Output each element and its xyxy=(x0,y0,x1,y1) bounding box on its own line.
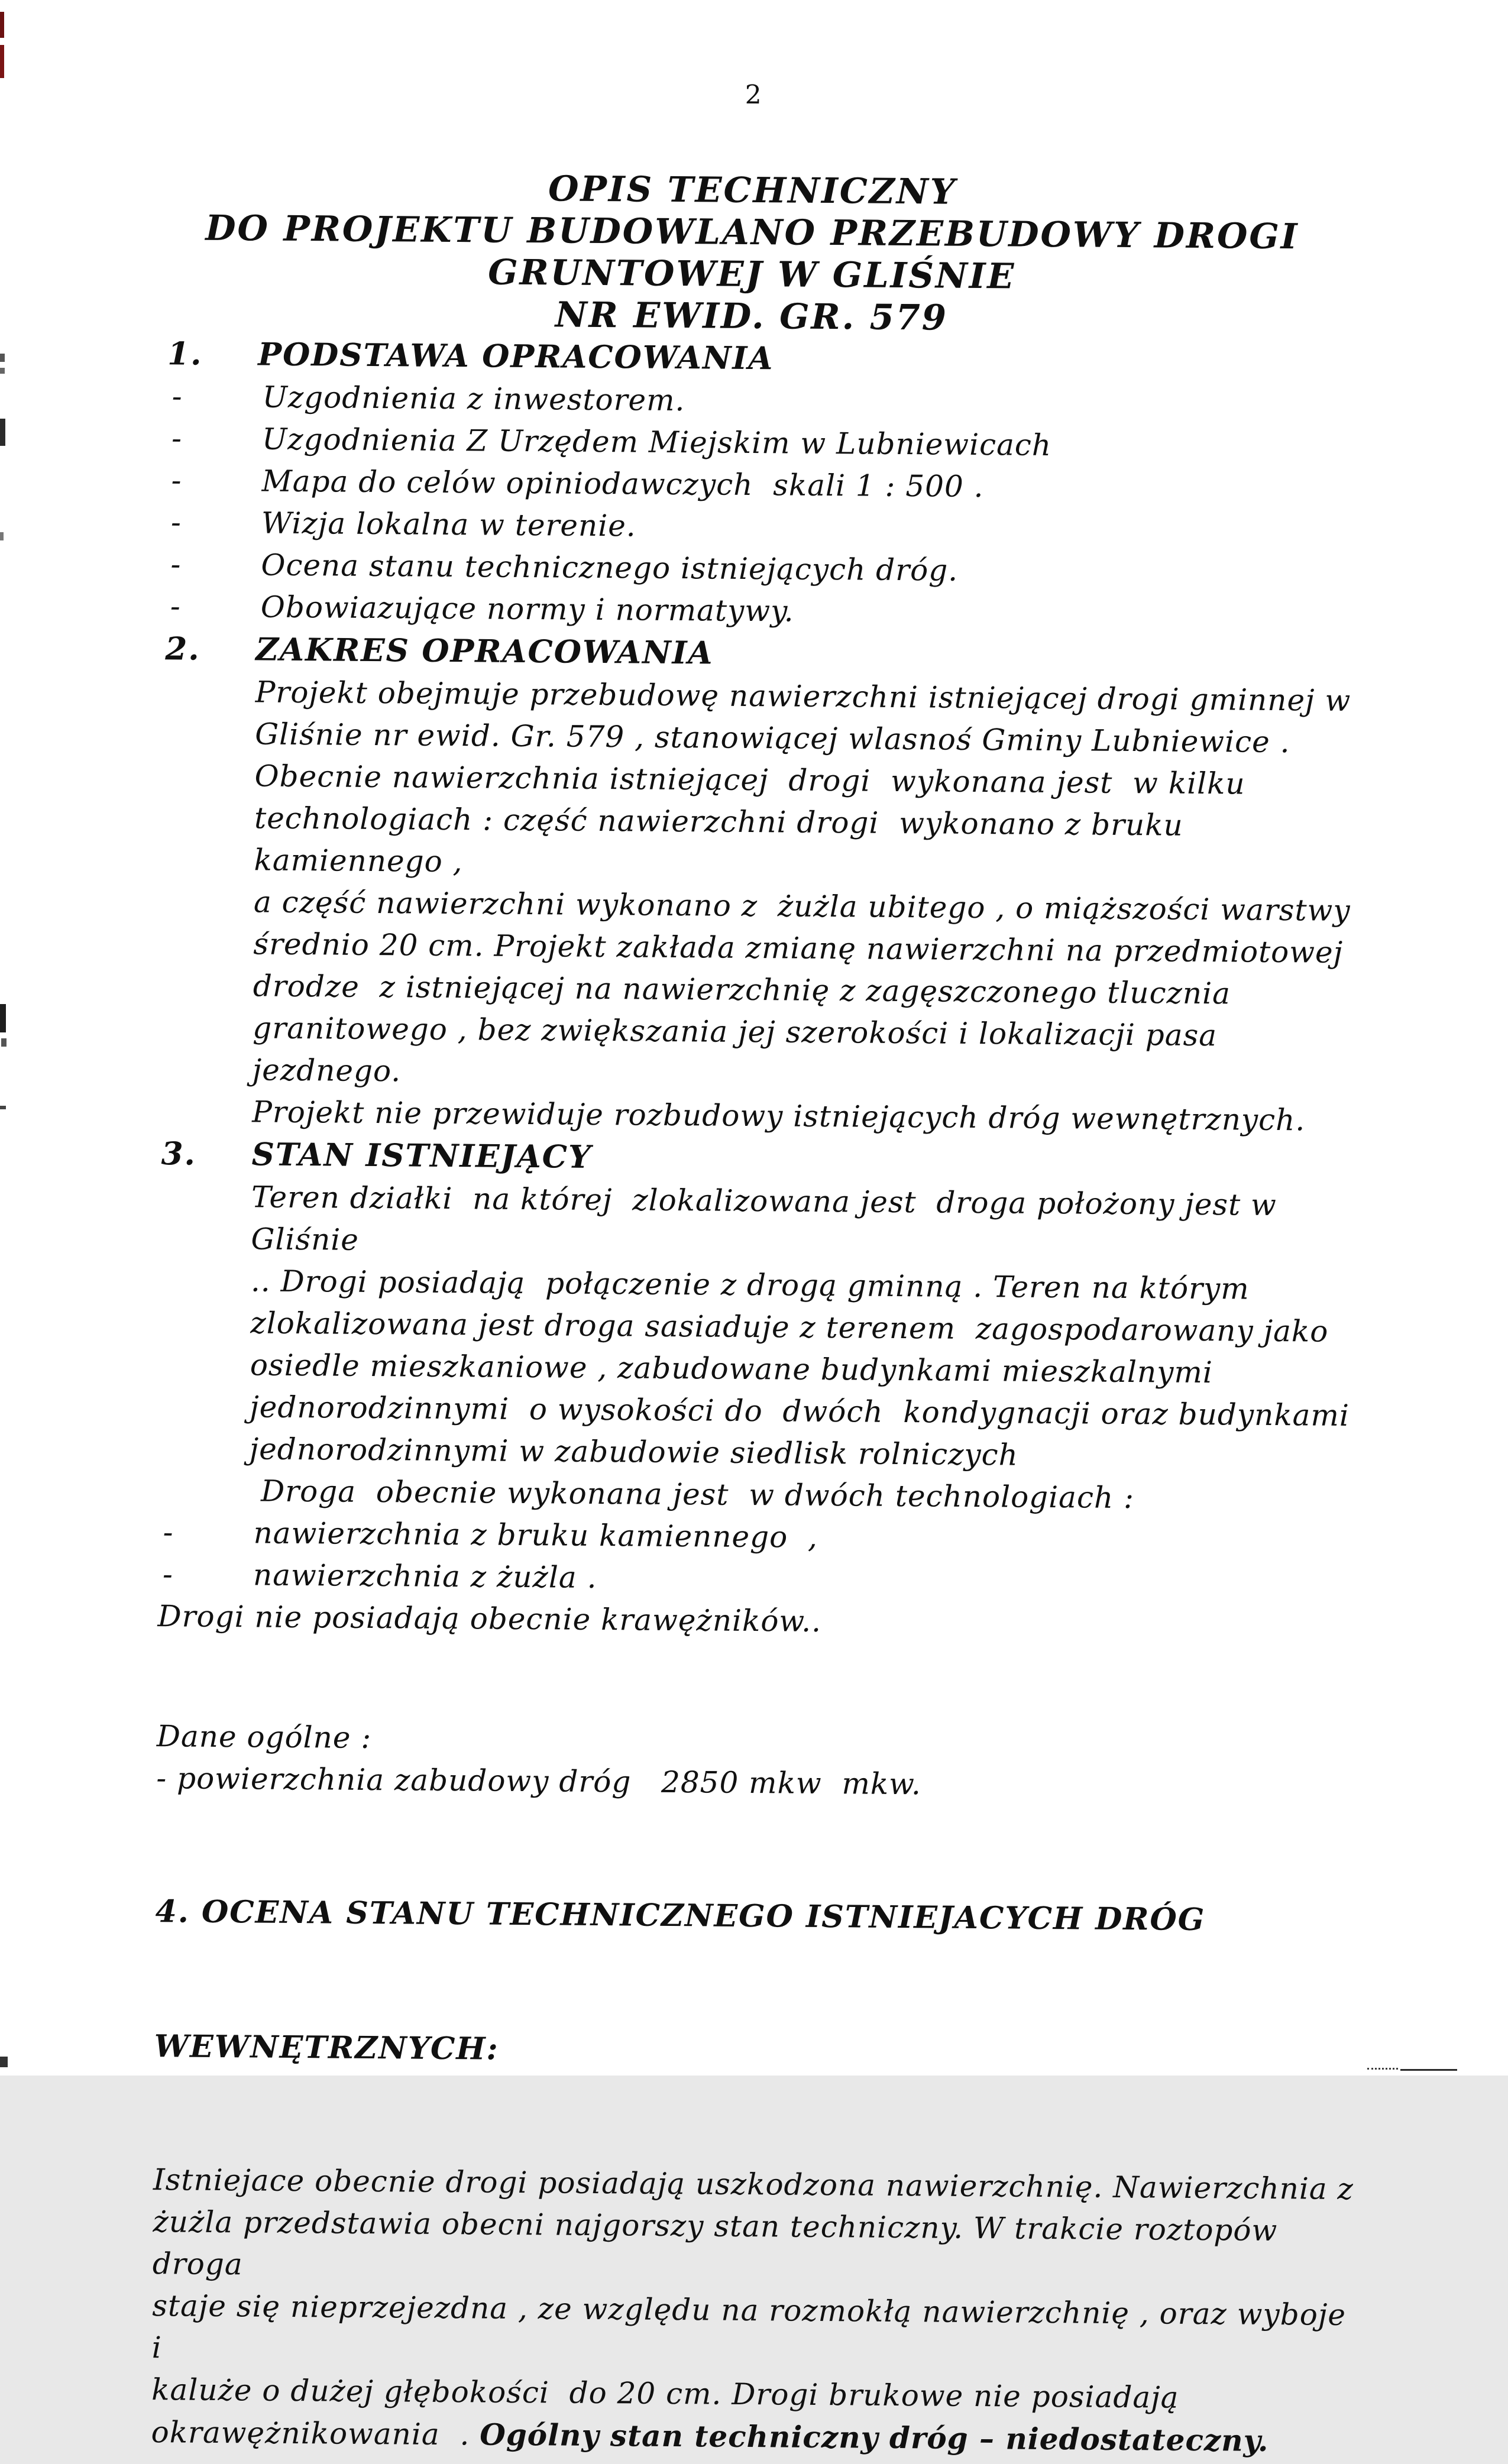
document-title-line: NR EWID. GR. 579 xyxy=(555,294,949,338)
paragraph-line: Projekt obejmuje przebudowę nawierzchni istniejącej drogi gminnej w xyxy=(255,675,1351,718)
paragraph-line: żużla przedstawia obecni najgorszy stan techniczny. W trakcie roztopów droga xyxy=(152,2204,1288,2282)
document-title-line: OPIS TECHNICZNY xyxy=(548,168,957,212)
section-heading-line: 4. OCENA STANU TECHNICZNEGO ISTNIEJACYCH DRÓG xyxy=(155,1893,1206,1938)
section-heading-text: STAN ISTNIEJĄCY xyxy=(251,1136,593,1176)
paragraph-line: Droga obecnie wykonana jest w dwóch technologiach : xyxy=(260,1474,1135,1516)
general-data-item: - powierzchnia zabudowy dróg 2850 mkw mkw. xyxy=(156,1761,922,1802)
section-number: 1. xyxy=(167,335,203,373)
section-heading-text: ZAKRES OPRACOWANIA xyxy=(255,631,714,672)
paragraph-line: Projekt nie przewiduje rozbudowy istniejących dróg wewnętrznych. xyxy=(251,1095,1306,1138)
paragraph-line: drodze z istniejącej na nawierzchnię z zagęszczonego tlucznia xyxy=(253,969,1231,1011)
document-title xyxy=(0,163,1507,343)
bullet-dash: - xyxy=(171,463,182,498)
bullet-dash: - xyxy=(171,421,183,456)
paragraph-line: .. Drogi posiadają połączenie z drogą gminną . Teren na którym xyxy=(250,1264,1250,1306)
paragraph-line: technologiach : część nawierzchni drogi wykonano z bruku kamiennego , xyxy=(254,801,1193,879)
document-title-line: DO PROJEKTU BUDOWLANO PRZEBUDOWY DROGI xyxy=(205,207,1299,257)
section-number: 2. xyxy=(165,630,200,668)
paragraph-line: Teren działki na której zlokalizowana jest droga położony jest w Gliśnie xyxy=(251,1180,1287,1257)
closing-normal-text: okrawężnikowania . xyxy=(151,2415,480,2452)
paragraph-line: średnio 20 cm. Projekt zakłada zmianę nawierzchni na przedmiotowej xyxy=(253,927,1344,970)
section-heading-text: PODSTAWA OPRACOWANIA xyxy=(258,336,774,377)
document-body xyxy=(151,332,1381,2463)
paragraph-line: Istniejace obecnie drogi posiadają uszkodzona nawierzchnię. Nawierzchnia z xyxy=(153,2162,1354,2207)
bullet-text: Wizja lokalna w terenie. xyxy=(261,506,636,543)
bullet-dash: - xyxy=(171,379,183,414)
paragraph-line: Gliśnie nr ewid. Gr. 579 , stanowiącej wlasnoś Gminy Lubniewice . xyxy=(254,717,1290,760)
section-2-paragraph xyxy=(252,671,1378,1142)
paragraph-line: jednorodzinnymi w zabudowie siedlisk rolniczych xyxy=(249,1432,1019,1472)
bullet-text: nawierzchnia z bruku kamiennego , xyxy=(253,1516,818,1555)
paragraph-line: a część nawierzchni wykonano z żużla ubitego , o miąższości warstwy xyxy=(253,885,1351,928)
paragraph-line: osiedle mieszkaniowe , zabudowane budynkami mieszkalnymi xyxy=(250,1348,1213,1390)
paragraph-line: granitowego , bez zwiększania jej szerokości i lokalizacji pasa jezdnego. xyxy=(252,1011,1228,1089)
paragraph-line: kaluże o dużej głębokości do 20 cm. Drogi brukowe nie posiadają xyxy=(151,2372,1179,2415)
bullet-dash: - xyxy=(162,1557,174,1592)
paragraph-line: Obecnie nawierzchnia istniejącej drogi wykonana jest w kilku xyxy=(254,759,1245,801)
section-number: 3. xyxy=(161,1135,197,1173)
bullet-dash: - xyxy=(170,589,182,624)
paragraph-line: staje się nieprzejezdna , ze względu na rozmokłą nawierzchnię , oraz wyboje i xyxy=(151,2288,1357,2365)
section-heading-line: WEWNĘTRZNYCH: xyxy=(154,2028,499,2067)
bullet-text: Mapa do celów opiniodawczych skali 1 : 500 . xyxy=(261,464,984,504)
bullet-text: Uzgodnienia Z Urzędem Miejskim w Lubniewicach xyxy=(261,422,1052,462)
note-line: Drogi nie posiadają obecnie krawężników.. xyxy=(157,1599,822,1639)
bullet-dash: - xyxy=(163,1515,174,1550)
general-data-label: Dane ogólne : xyxy=(156,1719,372,1756)
closing-bold-text: Ogólny stan techniczny dróg – niedostateczny. xyxy=(480,2417,1269,2458)
bullet-dash: - xyxy=(170,505,182,540)
bullet-text: Ocena stanu technicznego istniejących dróg. xyxy=(261,548,959,588)
section-3-paragraph xyxy=(249,1176,1374,1521)
bullet-text: Obowiazujące normy i normatywy. xyxy=(260,590,794,629)
bullet-text: Uzgodnienia z inwestorem. xyxy=(262,380,685,418)
paragraph-line: zlokalizowana jest droga sasiaduje z terenem zagospodarowany jako xyxy=(250,1306,1329,1349)
bullet-text: nawierzchnia z żużla . xyxy=(253,1558,597,1595)
document-title-line: GRUNTOWEJ W GLIŚNIE xyxy=(488,251,1016,297)
bullet-dash: - xyxy=(170,547,182,582)
section-4-heading xyxy=(153,1799,1370,2168)
page-number: 2 xyxy=(745,79,762,111)
closing-line xyxy=(151,2411,1365,2463)
paragraph-line: jednorodzinnymi o wysokości do dwóch kondygnacji oraz budynkami xyxy=(250,1390,1350,1433)
section-4-paragraph xyxy=(151,2159,1367,2463)
